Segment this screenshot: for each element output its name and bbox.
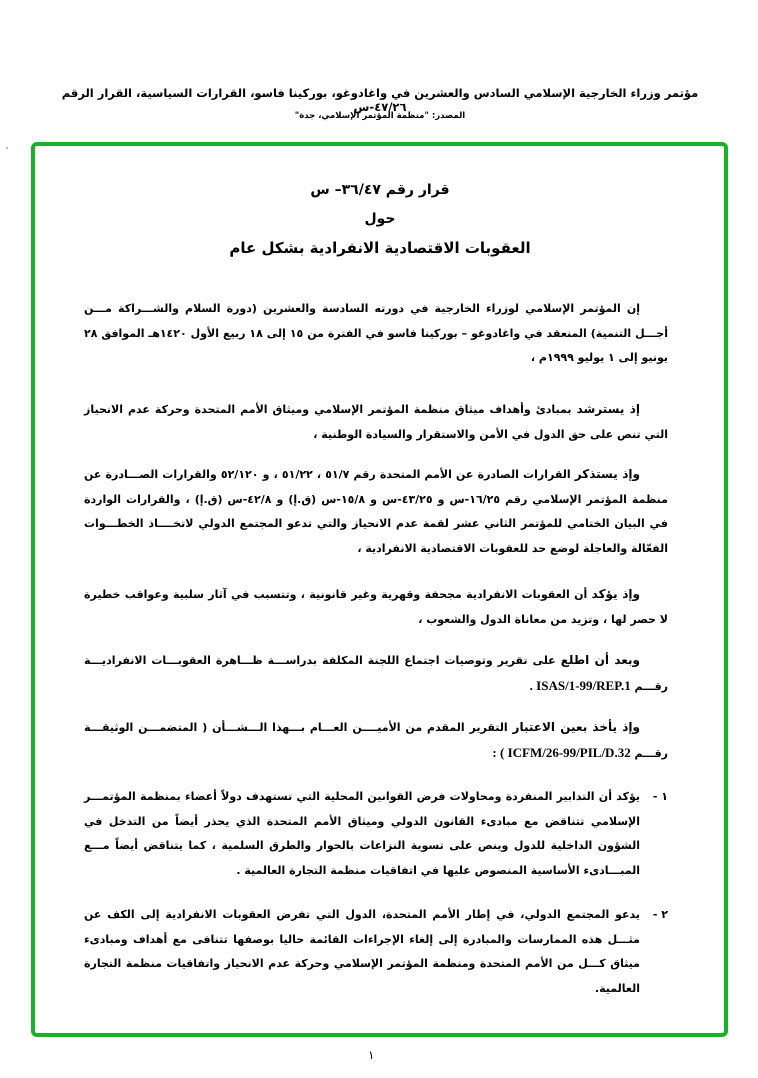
preamble-paragraph — [84, 582, 668, 632]
paragraph-keyword: وإذ يستذكر — [574, 467, 640, 481]
document-source: المصدر: "منظمة المؤتمر الإسلامي، جدة" — [294, 111, 466, 121]
document-header-title: مؤتمر وزراء الخارجية الإسلامي السادس والعشرين في واغادوغو، بوركينا فاسو، القرارات السياسية، القرار الرقم ٤٧/٢٦-س — [61, 86, 699, 114]
paragraph-keyword: وإذ يأخذ بعين الاعتبار — [512, 720, 640, 734]
operative-item — [84, 903, 668, 1001]
preamble-paragraph — [84, 648, 668, 699]
resolution-about: حول — [364, 211, 396, 227]
item-keyword: يدعو — [615, 908, 640, 921]
paragraph-text: على تقرير وتوصيات اجتماع اللجنة المكلفة بدراســـة ظـــاهرة العقوبـــات الانفراديـــة رقـــم — [84, 654, 668, 693]
paragraph-text: أن العقوبات الانفرادية مجحفة وقهرية وغير قانونية ، وتتسبب في آثار سلبية وعواقب خطيرة لا حصر لها ، وتزيد من معاناة الدول والشعوب ، — [84, 588, 668, 626]
document-reference: . ISAS/1-99/REP.1 — [529, 677, 631, 693]
paragraph-keyword: وبعد أن اطلع — [560, 653, 640, 667]
paragraph-text: بمبادئ وأهداف ميثاق منظمة المؤتمر الإسلامي وميثاق الأمم المتحدة وحركة عدم الانحياز التي تنص على حق الدول في الأمن والاستقرار والسيادة الوطنية ، — [84, 403, 668, 441]
item-text: أن التدابير المنفردة ومحاولات فرض القوانين المحلية التي تستهدف دولاً أعضاء بمنظمة المؤتمـــر الإسلامي تتناقض مع مبادىء القانون الدولي وميثاق الأمم المتحدة الذي يحذر أيضاً من التدخل في الشؤون الداخلية للدول وينص على تسوية النزاعات بالحوار والطرق السلمية ، كما يتناقض أيضاً مـــع المبـــادىء الأساسية المنصوص عليها في اتفاقيات منظمة التجارة العالمية . — [84, 790, 640, 877]
paragraph-text: التقرير المقدم من الأميــــن العـــام بـــهذا الـــشـــأن ( المتضمـــن الوثيقـــة رقـــم — [84, 721, 668, 760]
resolution-subject: العقوبات الاقتصادية الانفرادية بشكل عام — [229, 239, 531, 257]
preamble-paragraph — [84, 397, 668, 447]
paragraph-keyword: إذ يسترشد — [576, 402, 640, 416]
operative-item — [84, 785, 668, 883]
paragraph-keyword: وإذ يؤكد — [591, 587, 640, 601]
preamble-paragraph — [84, 715, 668, 766]
item-text: المجتمع الدولي، في إطار الأمم المتحدة، الدول التي تفرض العقوبات الانفرادية إلى الكف عن مثـــل هذه الممارسات والمبادرة إلى إلغاء الإجراءات القائمة حاليا بوصفها تتنافى مع أهداف ومبادىء ميثاق كـــل من الأمم المتحدة ومنظمة المؤتمر الإسلامي وحركة عدم الانحياز واتفاقيات منظمة التجارة العالمية. — [84, 908, 640, 995]
preamble-paragraph — [84, 297, 668, 371]
document-reference: : ( ICFM/26-99/PIL/D.32 — [492, 744, 631, 760]
paragraph-text: القرارات الصادرة عن الأمم المتحدة رقم ٥١/٧ ، ٥١/٢٢ ، و ٥٢/١٢٠ والقرارات الصـــادرة عن منظمة المؤتمر الإسلامي رقم ١٦/٢٥-س و ٤٣/٢٥-س و ١٥/٨-س (ق.إ) و ٤٢/٨-س (ق.إ) ، والقرارات الواردة في البيان الختامي للمؤتمر الثاني عشر لقمة عدم الانحياز والتي تدعو المجتمع الدولي لاتخــــاذ الخطـــوات الفعّالة والعاجلة لوضع حد للعقوبات الاقتصادية الانفرادية ، — [84, 468, 668, 555]
page-number: ١ — [368, 1048, 375, 1062]
item-number: ٢ - — [652, 908, 668, 921]
item-keyword: يؤكد — [616, 790, 640, 803]
resolution-number: قرار رقم ٣٦/٤٧– س — [310, 182, 450, 198]
scan-artifact — [6, 147, 8, 149]
item-number: ١ - — [652, 790, 668, 803]
paragraph-text: إن المؤتمر الإسلامي لوزراء الخارجية في دورته السادسة والعشرين (دورة السلام والشـــراكة مـــن أجـــل التنمية) المنعقد في واغادوغو – بوركينا فاسو في الفترة من ١٥ إلى ١٨ ربيع الأول ١٤٢٠هـ الموافق ٢٨ يونيو إلى ١ يوليو ١٩٩٩م ، — [84, 302, 668, 364]
preamble-paragraph — [84, 462, 668, 561]
